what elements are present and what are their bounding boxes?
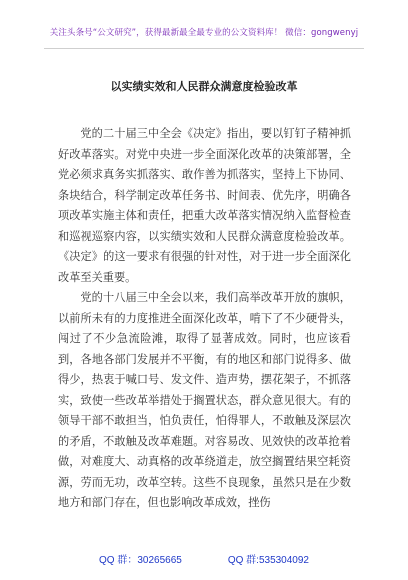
header-promo-note: 关注头条号“公文研究”，获得最新最全最专业的公文资料库！ 微信：gongwenyj [49, 28, 359, 38]
paragraph-1: 党的二十届三中全会《决定》指出，要以钉钉子精神抓好改革落实。对党中央进一步全面深化改革的决策部署，全党必须求真务实抓落实、敢作善为抓落实，坚持上下协同、条块结合，科学制定改革任务书、时间表、优先序，明确各项改革实施主体和责任，把重大改革落实情况纳入监督检查和巡视巡察内容，以实绩实效和人民群众满意度检验改革。《决定》的这一要求有很强的针对性，对于进一步全面深化改革至关重要。 [58, 127, 351, 284]
footer-qq-group-2: QQ 群:535304092 [227, 555, 309, 566]
paragraph-2: 党的十八届三中全会以来，我们高举改革开放的旗帜，以前所未有的力度推进全面深化改革，啃下了不少硬骨头，闯过了不少急流险滩，取得了显著成效。同时，也应该看到，各地各部门发展并不平衡，有的地区和部门说得多、做得少，热衷于喊口号、发文件、造声势，摆花架子，不抓落实，致使一些改革举措处于搁置状态，群众意见很大。有的领导干部不敢担当，怕负责任，怕得罪人，不敢触及深层次的矛盾，不敢触及改革难题。对容易改、见效快的改革抢着做，对难度大、动真格的改革绕道走，放空搁置结果空耗资源，劳而无功，改革空转。这些不良现象，虽然只是在少数地方和部门存在，但也影响改革成效，挫伤 [58, 291, 351, 509]
document-body [58, 124, 351, 536]
document-title: 以实绩实效和人民群众满意度检验改革 [110, 80, 298, 93]
header-divider [44, 48, 364, 49]
footer-qq-group-1: QQ 群：30265665 [99, 555, 182, 566]
footer-contact [0, 551, 408, 566]
